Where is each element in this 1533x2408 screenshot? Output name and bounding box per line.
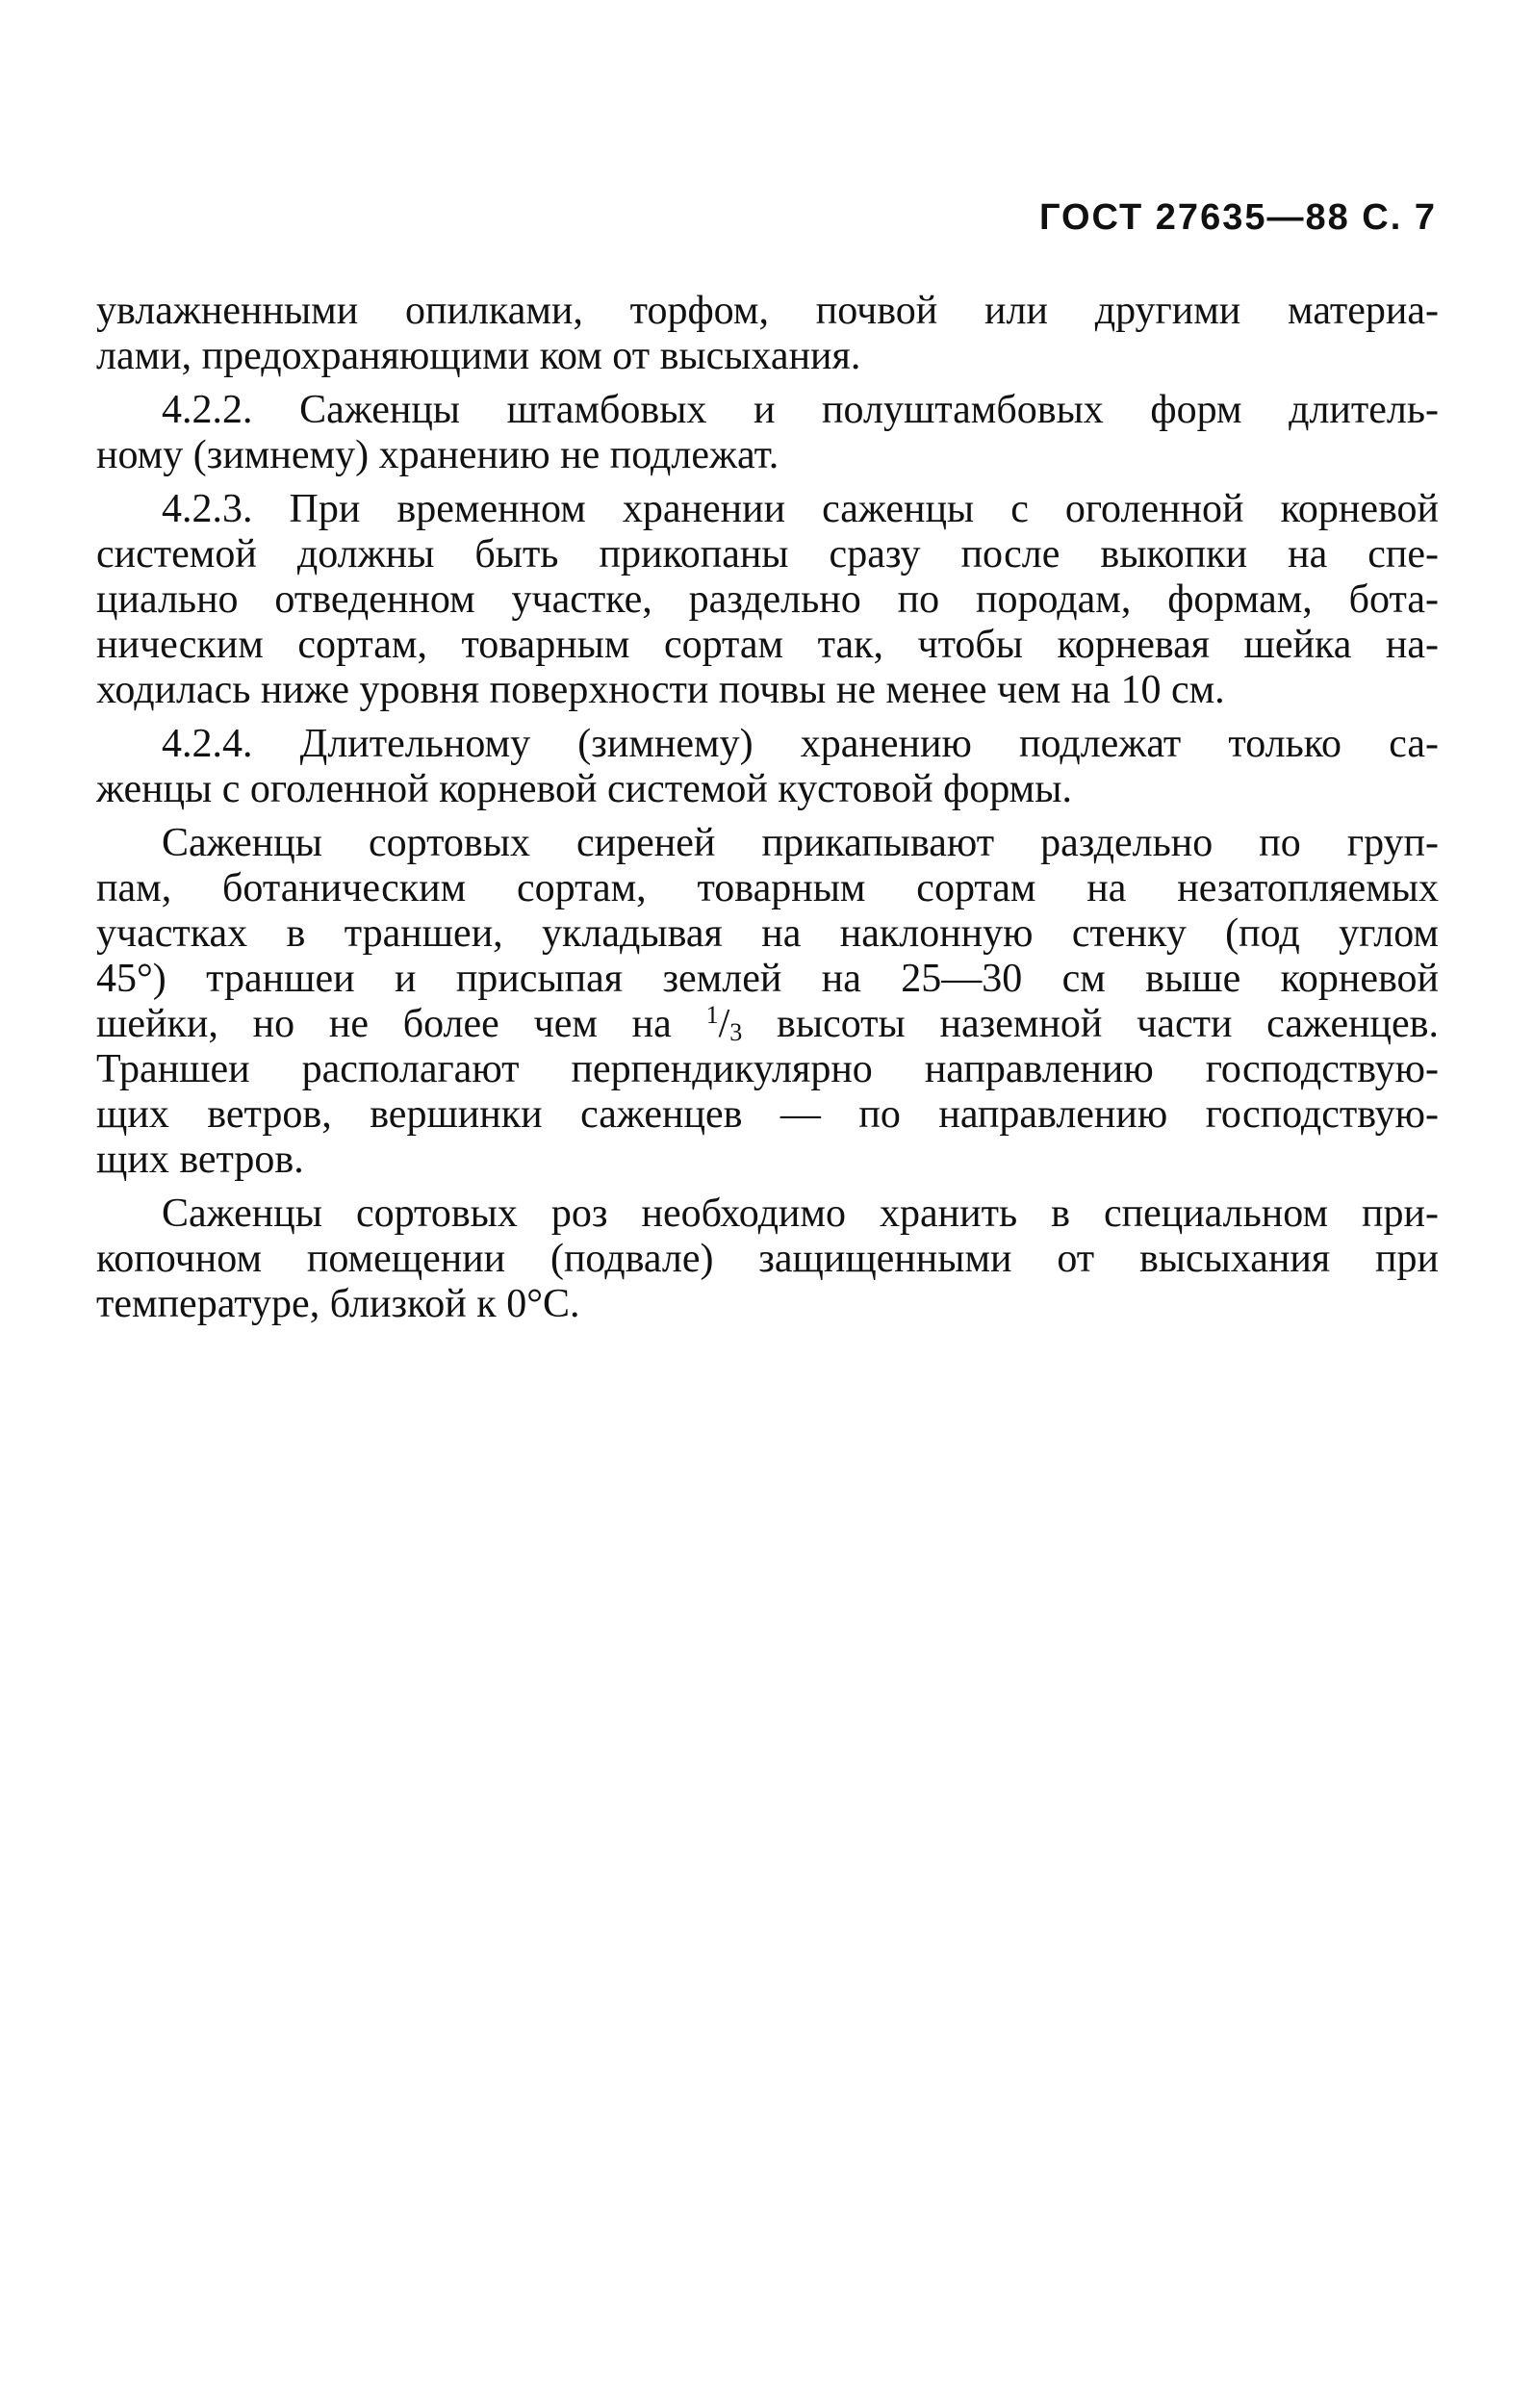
text-line: щих ветров, вершинки саженцев — по направлению господствую- bbox=[96, 1092, 1439, 1137]
text-line: циально отведенном участке, раздельно по породам, формам, бота- bbox=[96, 577, 1439, 622]
body-text bbox=[96, 289, 1439, 1327]
text-line: системой должны быть прикопаны сразу после выкопки на спе- bbox=[96, 532, 1439, 576]
paragraph-lilacs bbox=[96, 821, 1439, 1183]
text-line: 45°) траншеи и присыпая землей на 25—30 см выше корневой bbox=[96, 957, 1439, 1001]
text-line: ходилась ниже уровня поверхности почвы не менее чем на 10 см. bbox=[96, 668, 1225, 712]
text-segment: шейки, но не более чем на bbox=[96, 1002, 672, 1046]
paragraph-4-2-4 bbox=[96, 722, 1439, 812]
text-line: участках в траншеи, укладывая на наклонную стенку (под углом bbox=[96, 911, 1439, 956]
paragraph bbox=[96, 289, 1439, 379]
text-line-with-fraction: шейки, но не более чем на $^1/_3$ высоты наземной части саженцев. bbox=[96, 1002, 1439, 1046]
fraction-numerator: 1 bbox=[705, 1002, 719, 1029]
text-line: температуре, близкой к 0°С. bbox=[96, 1282, 580, 1326]
text-line: пам, ботаническим сортам, товарным сортам на незатопляемых bbox=[96, 866, 1439, 910]
text-line: Саженцы сортовых роз необходимо хранить в специальном при- bbox=[162, 1191, 1439, 1236]
text-line: копочном помещении (подвале) защищенными от высыхания при bbox=[96, 1237, 1439, 1281]
running-head: ГОСТ 27635—88 С. 7 bbox=[1038, 197, 1437, 238]
text-line: 4.2.2. Саженцы штамбовых и полуштамбовых форм длитель- bbox=[162, 388, 1439, 432]
text-line: 4.2.4. Длительному (зимнему) хранению подлежат только са- bbox=[162, 722, 1439, 766]
text-segment: высоты наземной части саженцев. bbox=[777, 1002, 1439, 1046]
text-line: лами, предохраняющими ком от высыхания. bbox=[96, 334, 861, 378]
text-line: 4.2.3. При временном хранении саженцы с оголенной корневой bbox=[162, 487, 1439, 531]
text-line: Саженцы сортовых сиреней прикапывают раздельно по груп- bbox=[162, 821, 1439, 865]
fraction-denominator: 3 bbox=[729, 1018, 743, 1046]
paragraph-roses bbox=[96, 1191, 1439, 1327]
text-line: ному (зимнему) хранению не подлежат. bbox=[96, 433, 779, 477]
text-line: Траншеи располагают перпендикулярно направлению господствую- bbox=[96, 1047, 1439, 1091]
text-line: увлажненными опилками, торфом, почвой или другими материа- bbox=[96, 289, 1439, 333]
paragraph-4-2-3 bbox=[96, 487, 1439, 713]
text-line: женцы с оголенной корневой системой кустовой формы. bbox=[96, 767, 1072, 811]
paragraph-4-2-2 bbox=[96, 388, 1439, 478]
text-line: щих ветров. bbox=[96, 1138, 304, 1182]
text-line: ническим сортам, товарным сортам так, чтобы корневая шейка на- bbox=[96, 623, 1439, 667]
